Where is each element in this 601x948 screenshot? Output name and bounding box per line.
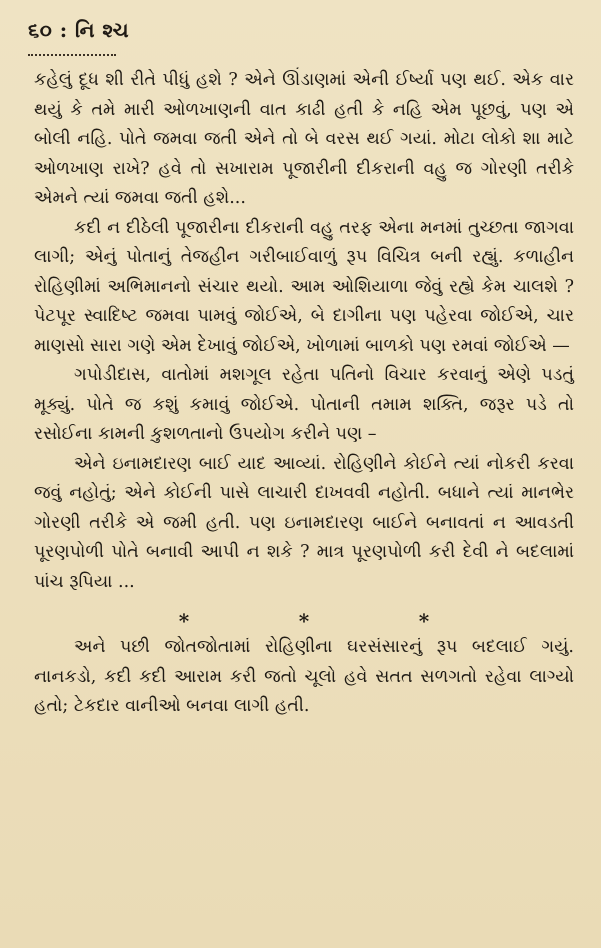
separator-star: *	[178, 609, 190, 633]
section-separator	[34, 609, 574, 633]
separator-star: *	[298, 609, 310, 633]
paragraph-4: એને ઇનામદારણ બાઈ યાદ આવ્યાં. રોહિણીને કોઈને ત્યાં નોકરી કરવા જવું નહોતું; એને કોઈની પાસે લાચારી દાખવવી નહોતી. બધાને ત્યાં માનભેર ગોરણી તરીકે એ જમી હતી. પણ ઇનામદારણ બાઈને બનાવતાં ન આવડતી પૂરણપોળી પોતે બનાવી આપી ન શકે ? માત્ર પૂરણપોળી કરી દેવી ને બદલામાં પાંચ રૂપિયા ...	[34, 453, 574, 592]
paragraph-3: ગપોડીદાસ, વાતોમાં મશગૂલ રહેતા પતિનો વિચાર કરવાનું એણે પડતું મૂક્યું. પોતે જ કશું કમાવું જોઈએ. પોતાની તમામ શક્તિ, જરૂર પડે તો રસોઈના કામની કુશળતાનો ઉપયોગ કરીને પણ –	[34, 365, 574, 444]
page-body	[34, 66, 574, 722]
paragraph-2: કદી ન દીઠેલી પૂજારીના દીકરાની વહુ તરફ એના મનમાં તુચ્છતા જાગવા લાગી; એનું પોતાનું તેજહીન ગરીબાઈવાળું રૂપ વિચિત્ર બની રહ્યું. કળાહીન રોહિણીમાં અભિમાનનો સંચાર થયો. આમ ઓશિયાળા જેવું રહ્યે કેમ ચાલશે ? પેટપૂર સ્વાદિષ્ટ જમવા પામવું જોઈએ, બે દાગીના પણ પહેરવા જોઈએ, ચાર માણસો સારા ગણે એમ દેખાવું જોઈએ, ખોળામાં બાળકો પણ રમવાં જોઈએ —	[34, 217, 574, 356]
page-header: ૬૦ : નિ શ્ચ	[28, 18, 130, 42]
separator-star: *	[418, 609, 430, 633]
paragraph-1: કહેલું દૂધ શી રીતે પીધું હશે ? એને ઊંડાણમાં એની ઈર્ષ્યા પણ થઈ. એક વાર થયું કે તમે મારી ઓળખાણની વાત કાઢી હતી કે નહિ એમ પૂછવું, પણ એ બોલી નહિ. પોતે જમવા જતી એને તો બે વરસ થઈ ગયાં. મોટા લોકો શા માટે ઓળખાણ રાખે? હવે તો સખારામ પૂજારીની દીકરાની વહુ જ ગોરણી તરીકે એમને ત્યાં જમવા જતી હશે...	[34, 70, 574, 208]
header-ornament	[28, 48, 116, 56]
paragraph-5: અને પછી જોતજોતામાં રોહિણીના ઘરસંસારનું રૂપ બદલાઈ ગયું. નાનકડો, કદી કદી આરામ કરી જતો ચૂલો હવે સતત સળગતો રહેવા લાગ્યો હતો; ટેકદાર વાનીઓ બનવા લાગી હતી.	[34, 637, 574, 716]
